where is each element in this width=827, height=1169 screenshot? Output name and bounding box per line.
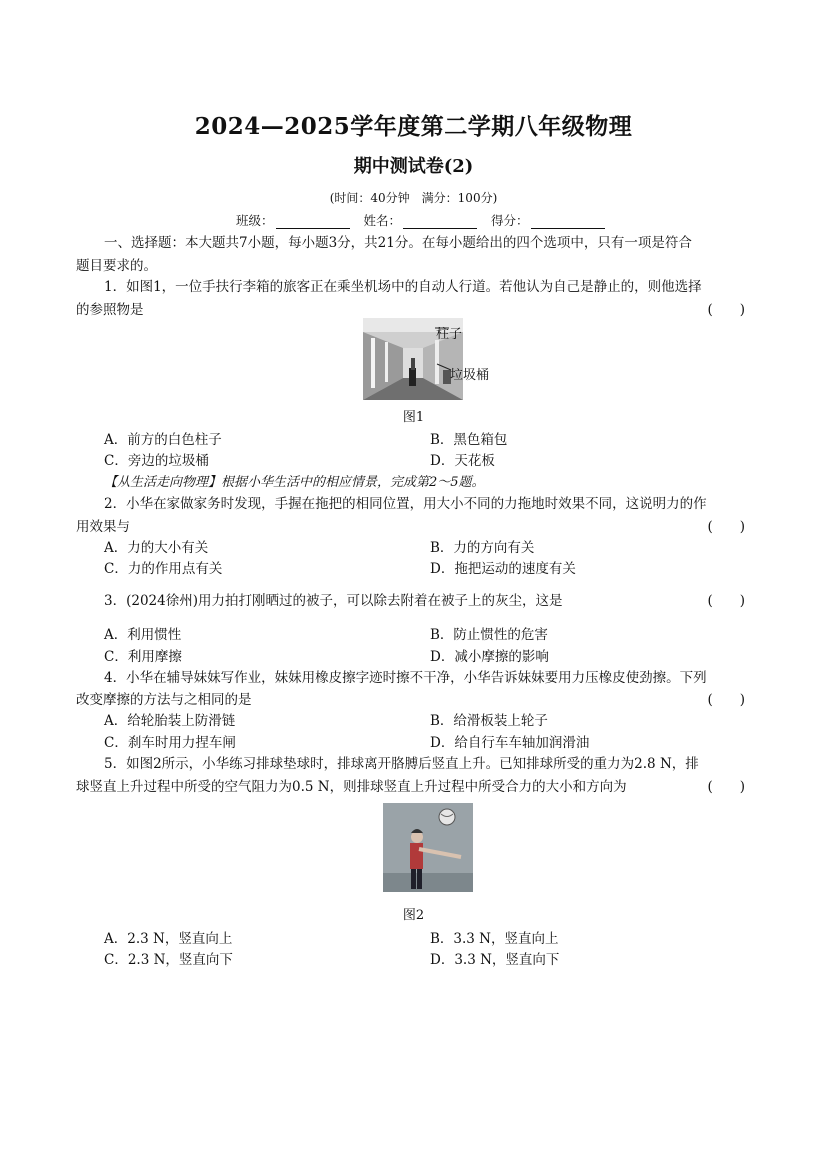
answer-paren-1[interactable]: ( ): [707, 302, 745, 318]
question-1-text: 1．如图1，一位手扶行李箱的旅客正在乘坐机场中的自动人行道。若他认为自己是静止的，则他选择: [104, 279, 702, 295]
q2-option-b: B．力的方向有关: [430, 540, 535, 556]
q1-option-a: A．前方的白色柱子: [104, 432, 222, 448]
figure-1-label-bin: 垃圾桶: [450, 368, 490, 383]
q1-option-b: B．黑色箱包: [430, 432, 508, 448]
q1-option-d: D．天花板: [430, 453, 495, 469]
figure-1-label-pillar: 柱子: [436, 327, 463, 342]
question-2-text-cont: 用效果与: [76, 519, 130, 535]
answer-paren-4[interactable]: ( ): [707, 692, 745, 708]
section-heading-cont: 题目要求的。: [76, 258, 157, 274]
page-title: 2024—2025学年度第二学期八年级物理: [194, 113, 633, 140]
q4-option-d: D．给自行车车轴加润滑油: [430, 735, 590, 751]
answer-paren-2[interactable]: ( ): [707, 519, 745, 535]
q3-option-b: B．防止惯性的危害: [430, 627, 548, 643]
score-label: 得分：: [491, 213, 529, 228]
q4-option-c: C．刹车时用力捏车闸: [104, 735, 236, 751]
q1-option-c: C．旁边的垃圾桶: [104, 453, 209, 469]
q4-option-a: A．给轮胎装上防滑链: [104, 713, 236, 729]
q2-option-a: A．力的大小有关: [104, 540, 209, 556]
class-field[interactable]: [236, 211, 350, 229]
class-label: 班级：: [236, 213, 274, 228]
section-heading: 一、选择题：本大题共7小题，每小题3分，共21分。在每小题给出的四个选项中，只有一项是符合: [104, 235, 692, 251]
name-field[interactable]: [364, 211, 478, 229]
name-blank[interactable]: [403, 214, 477, 229]
question-3-text: 3．(2024徐州)用力拍打刚晒过的被子，可以除去附着在被子上的灰尘，这是: [104, 593, 563, 609]
q3-option-a: A．利用惯性: [104, 627, 182, 643]
exam-meta: (时间：40分钟 满分：100分): [329, 191, 498, 205]
page-subtitle: 期中测试卷(2): [353, 156, 474, 177]
q2-option-d: D．拖把运动的速度有关: [430, 561, 576, 577]
q3-option-d: D．减小摩擦的影响: [430, 649, 549, 665]
score-blank[interactable]: [531, 214, 605, 229]
context-note: 【从生活走向物理】根据小华生活中的相应情景，完成第2～5题。: [104, 475, 485, 490]
q5-option-c: C．2.3 N，竖直向下: [104, 952, 233, 968]
q2-option-c: C．力的作用点有关: [104, 561, 223, 577]
figure-2-image: [383, 803, 473, 892]
figure-2-caption: 图2: [402, 908, 425, 923]
student-fields: [236, 211, 605, 229]
q5-option-d: D．3.3 N，竖直向下: [430, 952, 560, 968]
question-4-text: 4．小华在辅导妹妹写作业，妹妹用橡皮擦字迹时擦不干净，小华告诉妹妹要用力压橡皮使劲擦。下列: [104, 670, 707, 686]
q5-option-b: B．3.3 N，竖直向上: [430, 931, 559, 947]
name-label: 姓名：: [363, 213, 402, 228]
answer-paren-5[interactable]: ( ): [707, 779, 745, 795]
question-5-text-cont: 球竖直上升过程中所受的空气阻力为0.5 N，则排球竖直上升过程中所受合力的大小和方向为: [76, 779, 627, 795]
question-2-text: 2．小华在家做家务时发现，手握在拖把的相同位置，用大小不同的力拖地时效果不同，这说明力的作: [104, 496, 707, 512]
question-1-text-cont: 的参照物是: [76, 302, 144, 318]
question-4-text-cont: 改变摩擦的方法与之相同的是: [76, 692, 252, 708]
answer-paren-3[interactable]: ( ): [707, 593, 745, 609]
q5-option-a: A．2.3 N，竖直向上: [104, 931, 233, 947]
class-blank[interactable]: [276, 214, 350, 229]
question-5-text: 5．如图2所示，小华练习排球垫球时，排球离开胳膊后竖直上升。已知排球所受的重力为2.8 N，排: [104, 756, 699, 772]
q4-option-b: B．给滑板装上轮子: [430, 713, 548, 729]
figure-1-caption: 图1: [402, 410, 425, 425]
score-field[interactable]: [491, 211, 605, 229]
q3-option-c: C．利用摩擦: [104, 649, 182, 665]
